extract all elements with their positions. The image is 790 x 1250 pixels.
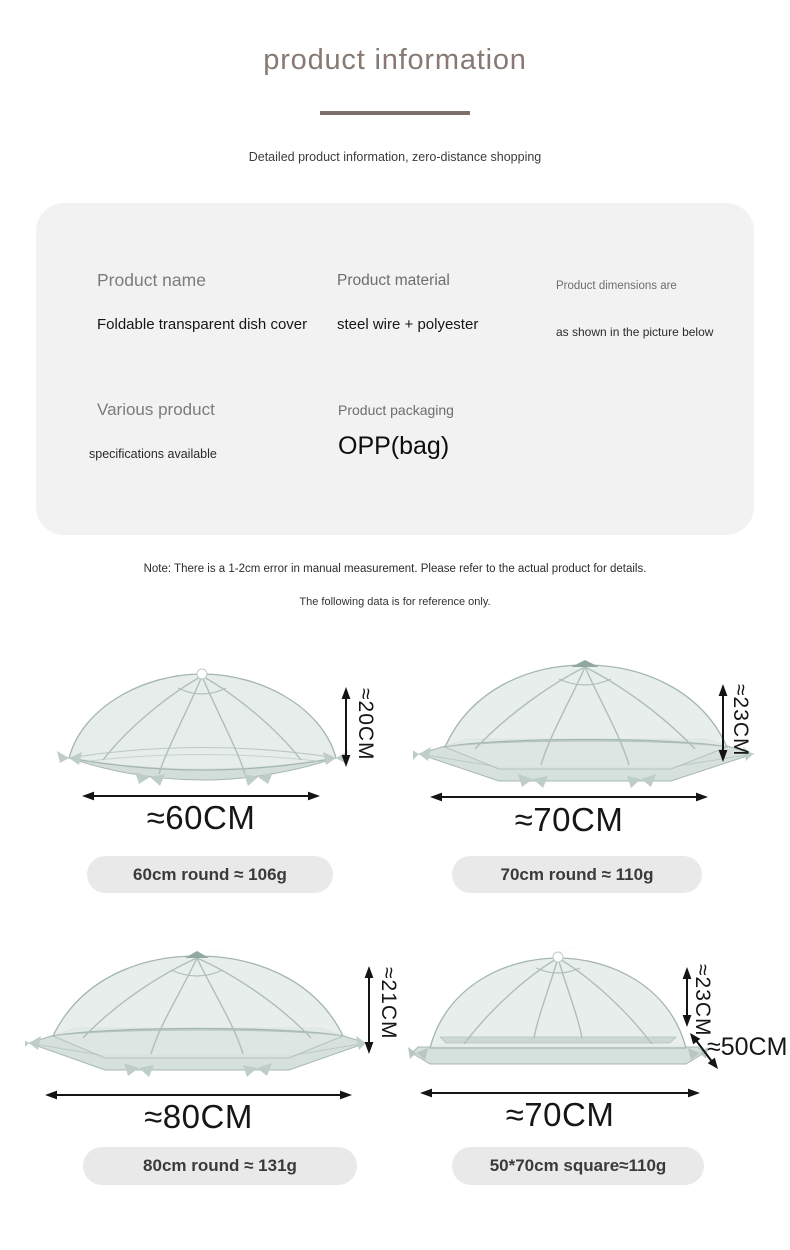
measurement-note: Note: There is a 1-2cm error in manual measurement. Please refer to the actual product for details. [143,563,647,575]
height-label: ≈23CM [729,684,752,757]
field-value: as shown in the picture below [556,325,714,339]
height-label: ≈20CM [354,688,377,761]
height-arrow [362,966,376,1054]
spec-badge: 80cm round ≈ 131g [83,1147,357,1185]
spec-badge: 70cm round ≈ 110g [452,856,702,893]
title-divider [320,111,470,115]
product-info-card [36,203,754,535]
depth-label: ≈50CM [707,1033,788,1061]
height-label: ≈21CM [377,967,400,1040]
width-label: ≈70CM [505,1096,615,1133]
field-label: Product material [337,272,450,289]
dish-cover-illustration-50x70 [408,946,708,1076]
field-product-name [97,270,307,333]
width-label: ≈70CM [514,801,624,838]
field-various-specifications [89,400,217,461]
field-value: Foldable transparent dish cover [97,316,308,333]
reference-note: The following data is for reference only. [299,596,491,608]
field-value: OPP(bag) [338,432,450,460]
width-label: ≈80CM [144,1098,253,1135]
field-label: Various product [97,400,215,419]
spec-badge: 50*70cm square≈110g [452,1147,704,1185]
spec-badge: 60cm round ≈ 106g [87,856,333,893]
field-value: steel wire + polyester [337,316,479,333]
field-product-material [337,272,478,333]
field-label: Product name [97,270,206,290]
dish-cover-illustration-80cm [25,948,370,1088]
field-value: specifications available [89,447,217,461]
field-label: Product dimensions are [556,280,677,292]
field-product-dimensions [556,276,713,339]
dish-cover-illustration-70cm [413,657,758,802]
dish-cover-illustration-60cm [55,664,350,796]
height-arrow [339,687,353,767]
height-label: ≈23CM [691,964,714,1037]
field-label: Product packaging [338,402,454,418]
page-subtitle: Detailed product information, zero-distance shopping [248,150,542,164]
page-title: product information [263,44,527,76]
field-product-packaging [338,402,454,461]
width-label: ≈60CM [146,799,256,836]
